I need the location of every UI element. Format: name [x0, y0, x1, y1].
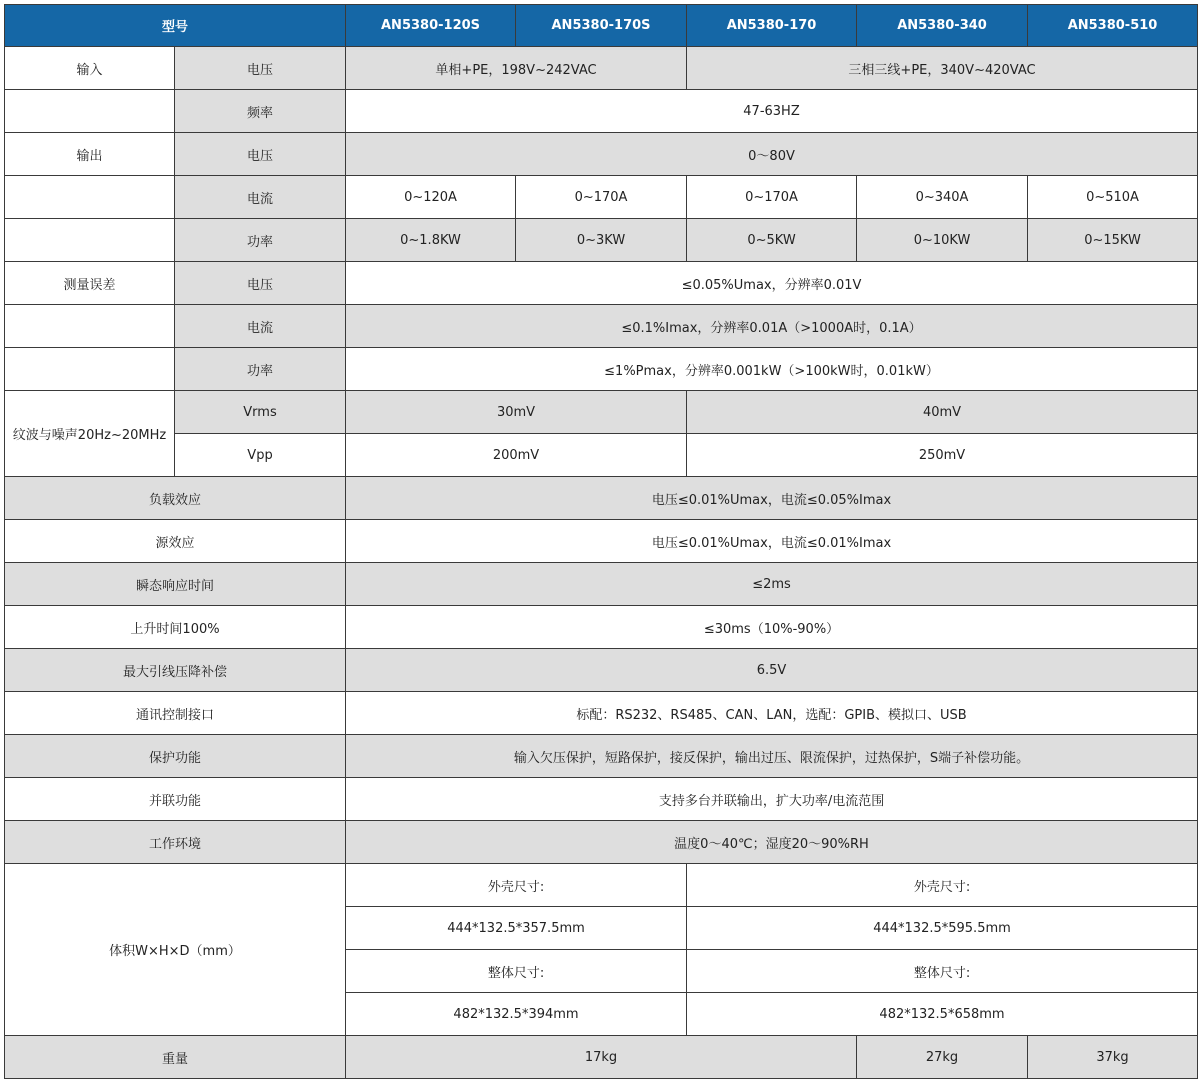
shell-label-b: 外壳尺寸:: [687, 864, 1198, 907]
comm-label: 通讯控制接口: [5, 692, 346, 735]
transient-label: 瞬态响应时间: [5, 563, 346, 606]
model-col-2: AN5380-170S: [516, 5, 687, 47]
input-voltage-three: 三相三线+PE，340V~420VAC: [687, 47, 1198, 90]
shell-size-a: 444*132.5*357.5mm: [346, 907, 687, 950]
ripple-vrms-a: 30mV: [346, 391, 687, 434]
output-power-1: 0~1.8KW: [346, 219, 516, 262]
output-power-row: [5, 219, 1198, 262]
measure-power-value: ≤1%Pmax，分辨率0.001kW（>100kW时，0.01kW）: [346, 348, 1198, 391]
spec-table: [4, 4, 1198, 1079]
overall-label-b: 整体尺寸:: [687, 950, 1198, 993]
ripple-vpp-row: [5, 434, 1198, 477]
measure-voltage-row: [5, 262, 1198, 305]
model-col-3: AN5380-170: [687, 5, 857, 47]
output-current-label: 电流: [175, 176, 346, 219]
ripple-vrms-b: 40mV: [687, 391, 1198, 434]
input-voltage-row: [5, 47, 1198, 90]
empty-cell: [5, 176, 175, 219]
empty-cell: [5, 90, 175, 133]
rise-label: 上升时间100%: [5, 606, 346, 649]
protect-label: 保护功能: [5, 735, 346, 778]
rise-value: ≤30ms（10%-90%）: [346, 606, 1198, 649]
output-power-label: 功率: [175, 219, 346, 262]
overall-label-a: 整体尺寸:: [346, 950, 687, 993]
measure-current-value: ≤0.1%Imax，分辨率0.01A（>1000A时，0.1A）: [346, 305, 1198, 348]
parallel-label: 并联功能: [5, 778, 346, 821]
model-col-4: AN5380-340: [857, 5, 1028, 47]
output-current-2: 0~170A: [516, 176, 687, 219]
output-current-5: 0~510A: [1028, 176, 1198, 219]
ripple-vpp-a: 200mV: [346, 434, 687, 477]
weight-label: 重量: [5, 1036, 346, 1079]
comp-row: [5, 649, 1198, 692]
model-col-5: AN5380-510: [1028, 5, 1198, 47]
comm-row: [5, 692, 1198, 735]
source-value: 电压≤0.01%Umax，电流≤0.01%Imax: [346, 520, 1198, 563]
output-power-3: 0~5KW: [687, 219, 857, 262]
ripple-vpp-label: Vpp: [175, 434, 346, 477]
output-current-4: 0~340A: [857, 176, 1028, 219]
parallel-value: 支持多台并联输出，扩大功率/电流范围: [346, 778, 1198, 821]
empty-cell: [5, 348, 175, 391]
measure-current-row: [5, 305, 1198, 348]
parallel-row: [5, 778, 1198, 821]
volume-row-1: [5, 864, 1198, 907]
overall-size-b: 482*132.5*658mm: [687, 993, 1198, 1036]
ripple-vrms-row: [5, 391, 1198, 434]
empty-cell: [5, 219, 175, 262]
volume-label: 体积W×H×D（mm）: [5, 864, 346, 1036]
output-current-3: 0~170A: [687, 176, 857, 219]
output-voltage-value: 0～80V: [346, 133, 1198, 176]
input-freq-row: [5, 90, 1198, 133]
shell-size-b: 444*132.5*595.5mm: [687, 907, 1198, 950]
output-current-row: [5, 176, 1198, 219]
weight-value-3: 37kg: [1028, 1036, 1198, 1079]
header-row: [5, 5, 1198, 47]
weight-row: [5, 1036, 1198, 1079]
measure-voltage-label: 电压: [175, 262, 346, 305]
env-row: [5, 821, 1198, 864]
input-voltage-label: 电压: [175, 47, 346, 90]
output-voltage-label: 电压: [175, 133, 346, 176]
model-col-1: AN5380-120S: [346, 5, 516, 47]
empty-cell: [5, 305, 175, 348]
ripple-group-label: 纹波与噪声20Hz~20MHz: [5, 391, 175, 477]
load-row: [5, 477, 1198, 520]
weight-value-1: 17kg: [346, 1036, 857, 1079]
measure-power-label: 功率: [175, 348, 346, 391]
input-freq-value: 47-63HZ: [346, 90, 1198, 133]
source-row: [5, 520, 1198, 563]
ripple-vpp-b: 250mV: [687, 434, 1198, 477]
measure-voltage-value: ≤0.05%Umax，分辨率0.01V: [346, 262, 1198, 305]
model-header: 型号: [5, 5, 346, 47]
protect-value: 输入欠压保护，短路保护，接反保护，输出过压、限流保护，过热保护，S端子补偿功能。: [346, 735, 1198, 778]
weight-value-2: 27kg: [857, 1036, 1028, 1079]
shell-label-a: 外壳尺寸:: [346, 864, 687, 907]
transient-row: [5, 563, 1198, 606]
output-group-label: 输出: [5, 133, 175, 176]
rise-row: [5, 606, 1198, 649]
comp-value: 6.5V: [346, 649, 1198, 692]
ripple-vrms-label: Vrms: [175, 391, 346, 434]
source-label: 源效应: [5, 520, 346, 563]
output-current-1: 0~120A: [346, 176, 516, 219]
output-power-2: 0~3KW: [516, 219, 687, 262]
transient-value: ≤2ms: [346, 563, 1198, 606]
input-voltage-single: 单相+PE，198V~242VAC: [346, 47, 687, 90]
output-power-5: 0~15KW: [1028, 219, 1198, 262]
input-group-label: 输入: [5, 47, 175, 90]
comm-value: 标配：RS232、RS485、CAN、LAN，选配：GPIB、模拟口、USB: [346, 692, 1198, 735]
measure-group-label: 测量误差: [5, 262, 175, 305]
measure-current-label: 电流: [175, 305, 346, 348]
load-value: 电压≤0.01%Umax，电流≤0.05%Imax: [346, 477, 1198, 520]
input-freq-label: 频率: [175, 90, 346, 133]
env-value: 温度0～40℃；湿度20～90%RH: [346, 821, 1198, 864]
output-voltage-row: [5, 133, 1198, 176]
overall-size-a: 482*132.5*394mm: [346, 993, 687, 1036]
output-power-4: 0~10KW: [857, 219, 1028, 262]
load-label: 负载效应: [5, 477, 346, 520]
measure-power-row: [5, 348, 1198, 391]
comp-label: 最大引线压降补偿: [5, 649, 346, 692]
env-label: 工作环境: [5, 821, 346, 864]
protect-row: [5, 735, 1198, 778]
